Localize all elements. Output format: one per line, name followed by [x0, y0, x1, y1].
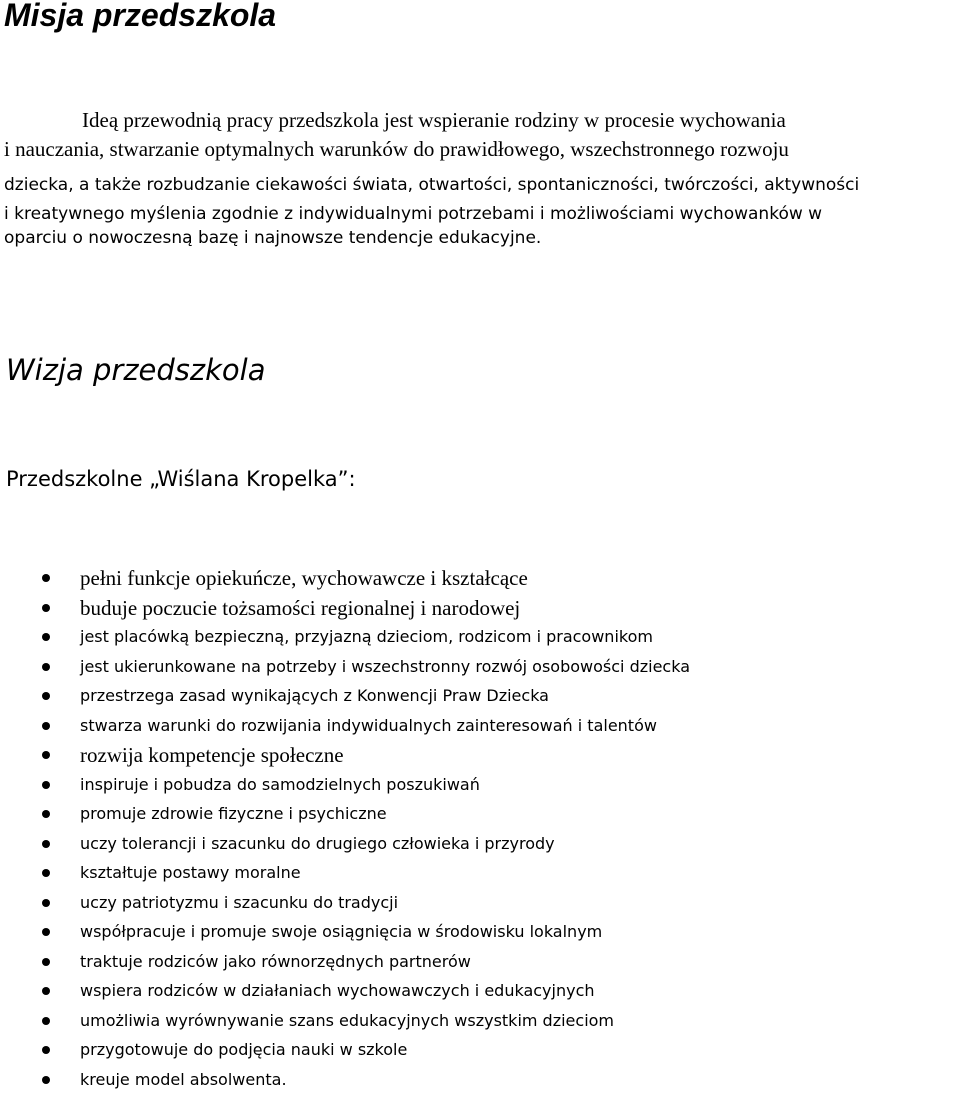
list-item — [0, 800, 960, 830]
mission-title: Misja przedszkola — [4, 0, 277, 33]
bullet-icon — [42, 604, 50, 612]
list-item — [0, 859, 960, 889]
bullet-icon — [42, 663, 50, 671]
bullet-icon — [42, 692, 50, 700]
list-item-text: przygotowuje do podjęcia nauki w szkole — [80, 1040, 408, 1059]
list-item-text: jest placówką bezpieczną, przyjazną dzieciom, rodzicom i pracownikom — [80, 627, 653, 646]
list-item-text: przestrzega zasad wynikających z Konwencji Praw Dziecka — [80, 686, 549, 705]
bullet-icon — [42, 958, 50, 966]
bullet-icon — [42, 869, 50, 877]
list-item — [0, 712, 960, 742]
mission-paragraph-line: Ideą przewodnią pracy przedszkola jest wspieranie rodziny w procesie wychowania — [82, 108, 786, 132]
list-item — [0, 948, 960, 978]
mission-paragraph-line: dziecka, a także rozbudzanie ciekawości świata, otwartości, spontaniczności, twórczości, aktywności — [4, 175, 860, 195]
list-item-text: umożliwia wyrównywanie szans edukacyjnych wszystkim dzieciom — [80, 1010, 615, 1030]
list-item-text: inspiruje i pobudza do samodzielnych poszukiwań — [80, 774, 480, 794]
bullet-icon — [42, 1046, 50, 1054]
list-item — [0, 771, 960, 801]
list-item — [0, 889, 960, 919]
bullet-icon — [42, 840, 50, 848]
list-item — [0, 594, 960, 624]
bullet-icon — [42, 633, 50, 641]
vision-list — [0, 564, 960, 1095]
list-item-text: współpracuje i promuje swoje osiągnięcia w środowisku lokalnym — [80, 922, 603, 941]
bullet-icon — [42, 1076, 50, 1084]
list-item — [0, 918, 960, 948]
mission-paragraph-line: i nauczania, stwarzanie optymalnych warunków do prawidłowego, wszechstronnego rozwoju — [4, 137, 789, 161]
list-item — [0, 1066, 960, 1096]
list-item-text: uczy tolerancji i szacunku do drugiego człowieka i przyrody — [80, 833, 555, 853]
list-item-text: wspiera rodziców w działaniach wychowawczych i edukacyjnych — [80, 981, 595, 1000]
list-item — [0, 830, 960, 860]
list-item-text: rozwija kompetencje społeczne — [80, 743, 344, 767]
list-item — [0, 564, 960, 594]
bullet-icon — [42, 987, 50, 995]
bullet-icon — [42, 574, 50, 582]
bullet-icon — [42, 928, 50, 936]
list-item — [0, 1036, 960, 1066]
list-item — [0, 682, 960, 712]
list-item-text: buduje poczucie tożsamości regionalnej i narodowej — [80, 595, 521, 620]
vision-subtitle: Przedszkolne „Wiślana Kropelka”: — [6, 467, 356, 491]
list-item-text: kształtuje postawy moralne — [80, 863, 301, 882]
mission-paragraph-line: i kreatywnego myślenia zgodnie z indywidualnymi potrzebami i możliwościami wychowanków w — [4, 204, 823, 224]
bullet-icon — [42, 1017, 50, 1025]
list-item — [0, 977, 960, 1007]
vision-title: Wizja przedszkola — [6, 353, 266, 387]
list-item-text: jest ukierunkowane na potrzeby i wszechstronny rozwój osobowości dziecka — [80, 656, 691, 676]
bullet-icon — [42, 751, 50, 759]
bullet-icon — [42, 810, 50, 818]
list-item-text: kreuje model absolwenta. — [80, 1069, 287, 1089]
list-item — [0, 1007, 960, 1037]
bullet-icon — [42, 781, 50, 789]
bullet-icon — [42, 899, 50, 907]
list-item — [0, 653, 960, 683]
list-item — [0, 741, 960, 771]
list-item-text: uczy patriotyzmu i szacunku do tradycji — [80, 892, 399, 912]
list-item-text: traktuje rodziców jako równorzędnych partnerów — [80, 951, 471, 971]
bullet-icon — [42, 722, 50, 730]
list-item-text: promuje zdrowie fizyczne i psychiczne — [80, 804, 387, 823]
list-item-text: pełni funkcje opiekuńcze, wychowawcze i kształcące — [80, 566, 528, 590]
mission-paragraph-line: oparciu o nowoczesną bazę i najnowsze tendencje edukacyjne. — [4, 228, 542, 248]
list-item — [0, 623, 960, 653]
list-item-text: stwarza warunki do rozwijania indywidualnych zainteresowań i talentów — [80, 715, 657, 735]
